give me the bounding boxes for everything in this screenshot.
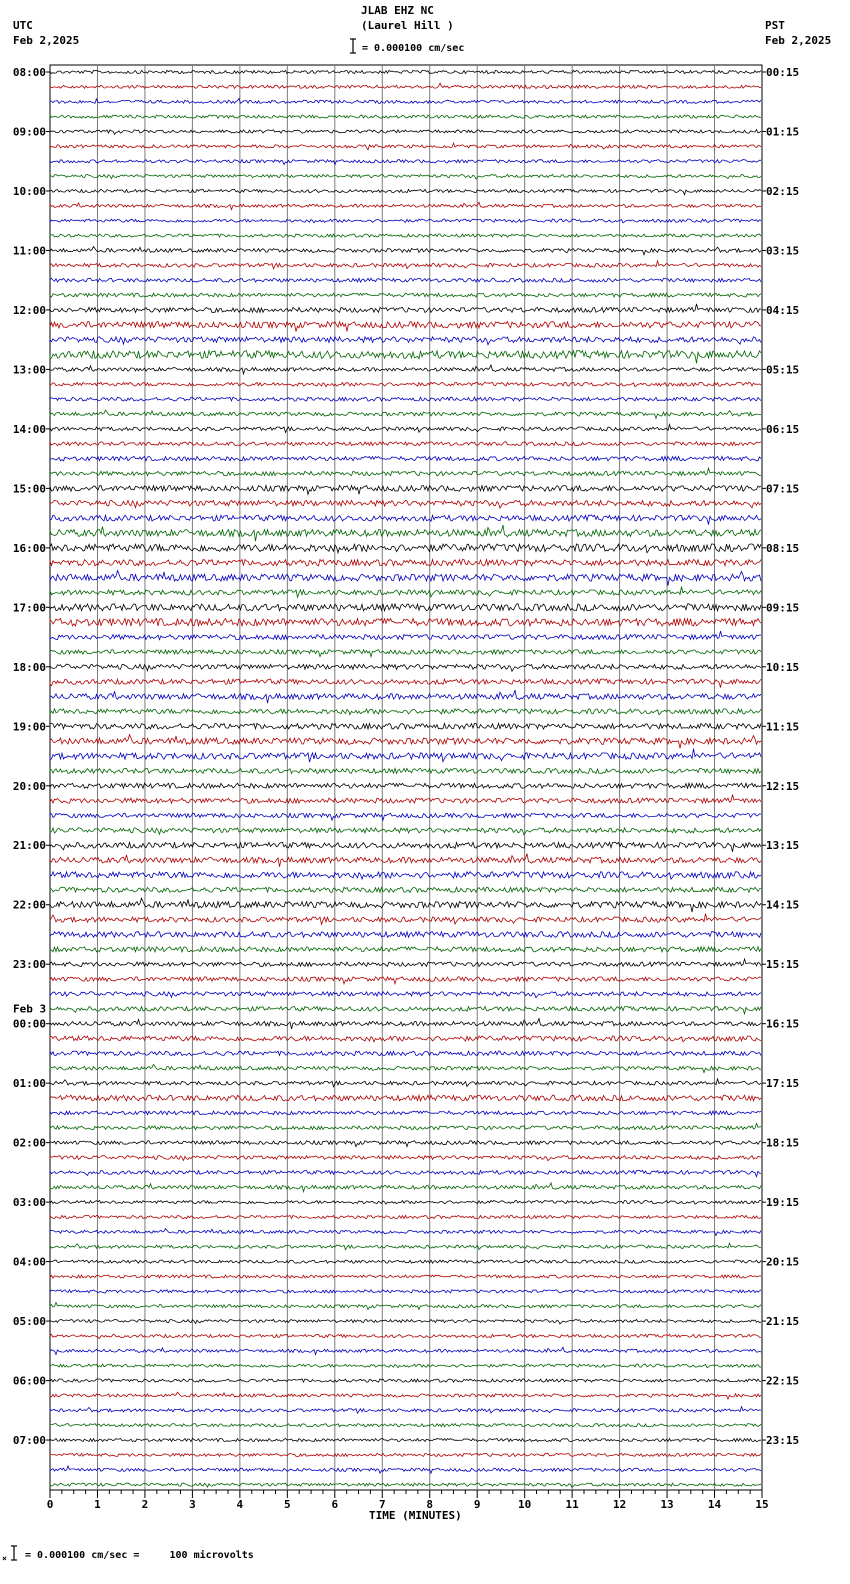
x-tick-label: 4 [236,1498,244,1511]
pst-hour-label: 11:15 [766,720,800,734]
trace-row [50,783,761,788]
utc-hour-label: 23:00 [12,958,46,972]
trace-row [50,1407,761,1414]
trace-row [50,1392,761,1399]
utc-hour-label: 04:00 [12,1255,46,1269]
utc-hour-label: 07:00 [12,1434,46,1448]
pst-hour-label: 22:15 [766,1374,800,1388]
utc-hour-label: 18:00 [12,660,46,674]
trace-row [50,468,761,476]
pst-hour-label: 23:15 [766,1434,800,1448]
trace-row [50,1483,761,1487]
trace-row [50,515,761,525]
pst-hour-label: 21:15 [766,1315,800,1329]
trace-row [50,587,761,598]
trace-row [50,83,761,88]
pst-hour-label: 07:15 [766,482,800,496]
trace-row [50,887,761,892]
utc-hour-label: 12:00 [12,303,46,317]
utc-hour-label: 14:00 [12,422,46,436]
trace-row [50,749,761,762]
x-axis-title: TIME (MINUTES) [369,1509,462,1522]
pst-hour-label: 16:15 [766,1017,800,1031]
utc-hour-label: 05:00 [12,1315,46,1329]
trace-row [50,278,761,282]
trace-row [50,1156,761,1161]
trace-row [50,723,761,729]
trace-row [50,828,761,835]
trace-row [50,382,761,386]
x-tick-label: 0 [46,1498,54,1511]
pst-hour-label: 06:15 [766,422,800,436]
pst-hour-label: 05:15 [766,363,800,377]
trace-row [50,425,761,433]
trace-row [50,932,761,938]
trace-row [50,1424,761,1427]
pst-hour-label: 00:15 [766,66,800,79]
trace-row [50,189,761,194]
trace-row [50,1019,761,1029]
trace-row [50,1007,761,1014]
trace-row [50,914,761,925]
x-tick-label: 1 [94,1498,101,1511]
trace-row [50,854,761,867]
footer-scale-bar-icon [10,1545,18,1561]
trace-row [50,1036,761,1042]
pst-hour-label: 09:15 [766,601,800,615]
trace-row [50,959,761,966]
trace-row [50,768,761,773]
trace-row [50,500,761,508]
utc-hour-label: 17:00 [12,601,46,615]
utc-hour-label: 13:00 [12,363,46,377]
utc-hour-label: 16:00 [12,541,46,555]
trace-row [50,604,761,611]
trace-row [50,1347,761,1354]
trace-row [50,160,761,165]
trace-row [50,1095,761,1101]
trace-row [50,618,761,626]
utc-hour-label: 09:00 [12,125,46,139]
trace-row [50,410,761,418]
trace-row [50,130,761,135]
right-timezone: PST [765,19,785,32]
trace-row [50,202,761,209]
trace-row [50,456,761,461]
pst-hour-label: 02:15 [766,184,800,198]
x-tick-label: 12 [612,1498,627,1511]
trace-row [50,70,761,73]
x-tick-label: 5 [284,1498,291,1511]
trace-row [50,442,761,446]
x-tick-label: 9 [473,1498,481,1511]
pst-hour-label: 15:15 [766,958,800,972]
trace-row [50,143,761,150]
trace-row [50,1243,761,1250]
trace-row [50,234,761,237]
utc-hour-label: 02:00 [12,1136,46,1150]
right-date: Feb 2,2025 [765,34,832,47]
trace-row [50,247,761,255]
pst-hour-label: 03:15 [766,244,800,258]
trace-row [50,351,761,364]
trace-row [50,1466,761,1473]
trace-row [50,709,761,715]
station-title: JLAB EHZ NC [361,4,434,17]
trace-row [50,1364,761,1368]
trace-row [50,1170,761,1176]
trace-row [50,664,761,671]
x-tick-label: 8 [426,1498,434,1511]
x-tick-label: 7 [378,1498,386,1511]
trace-row [50,992,761,998]
trace-row [50,560,761,566]
utc-hour-label: 01:00 [12,1077,46,1091]
trace-row [50,1319,761,1324]
x-tick-label: 14 [707,1498,722,1511]
trace-row [50,397,761,401]
utc-hour-label: 03:00 [12,1196,46,1210]
trace-row [50,1051,761,1055]
trace-row [50,1334,761,1338]
pst-hour-label: 20:15 [766,1255,800,1269]
trace-row [50,175,761,179]
trace-row [50,1379,761,1382]
utc-hour-label: 19:00 [12,720,46,734]
trace-row [50,631,761,640]
trace-row [50,679,761,688]
trace-row [50,485,761,494]
left-timezone: UTC [13,19,33,32]
footer-scale-label: = 0.000100 cm/sec = 100 microvolts [25,1550,254,1561]
trace-row [50,1064,761,1072]
trace-row [50,1123,761,1129]
trace-row [50,842,761,852]
x-tick-label: 11 [565,1498,579,1511]
x-tick-label: 6 [331,1498,339,1511]
trace-row [50,293,761,297]
trace-row [50,795,761,804]
trace-row [50,219,761,223]
pst-hour-label: 10:15 [766,660,800,674]
pst-hour-label: 08:15 [766,541,800,555]
trace-row [50,1215,761,1218]
trace-row [50,1303,761,1310]
trace-row [50,1111,761,1115]
pst-hour-label: 12:15 [766,779,800,793]
trace-row [50,98,761,103]
trace-row [50,1275,761,1278]
utc-hour-label: 11:00 [12,244,46,258]
trace-row [50,1439,761,1442]
utc-hour-label: 10:00 [12,184,46,198]
x-tick-label: 10 [518,1498,532,1511]
trace-row [50,690,761,703]
trace-row [50,650,761,657]
pst-hour-label: 14:15 [766,898,800,912]
scale-label: = 0.000100 cm/sec [362,43,465,54]
utc-hour-label: 08:00 [12,66,46,79]
pst-hour-label: 18:15 [766,1136,800,1150]
trace-row [50,261,761,269]
pst-hour-label: 13:15 [766,839,800,853]
trace-row [50,1453,761,1456]
trace-row [50,813,761,820]
x-tick-label: 3 [189,1498,196,1511]
trace-row [50,115,761,118]
trace-row [50,1201,761,1205]
trace-row [50,321,761,331]
utc-hour-label: 00:00 [12,1017,46,1031]
day-change-label: Feb 3 [13,1002,47,1016]
utc-hour-label: 22:00 [12,898,46,912]
trace-row [50,872,761,879]
pst-hour-label: 19:15 [766,1196,800,1210]
trace-row [50,544,761,553]
trace-row [50,525,761,541]
utc-hour-label: 15:00 [12,482,46,496]
trace-row [50,1290,761,1293]
trace-row [50,570,761,585]
x-tick-label: 15 [755,1498,769,1511]
trace-row [50,1079,761,1087]
left-date: Feb 2,2025 [13,34,80,47]
trace-row [50,304,761,313]
utc-hour-label: 21:00 [12,839,46,853]
utc-hour-label: 20:00 [12,779,46,793]
trace-row [50,1183,761,1192]
trace-row [50,1260,761,1263]
footer-mark: × [2,1554,7,1563]
x-tick-label: 2 [141,1498,149,1511]
utc-hour-label: 06:00 [12,1374,46,1388]
station-location: (Laurel Hill ) [361,19,454,32]
trace-row [50,947,761,952]
trace-row [50,898,761,912]
trace-row [50,337,761,345]
trace-row [50,1141,761,1147]
trace-row [50,1229,761,1236]
pst-hour-label: 01:15 [766,125,800,139]
trace-row [50,735,761,749]
trace-row [50,977,761,984]
x-tick-label: 13 [660,1498,674,1511]
pst-hour-label: 04:15 [766,303,800,317]
pst-hour-label: 17:15 [766,1077,800,1091]
trace-row [50,365,761,374]
